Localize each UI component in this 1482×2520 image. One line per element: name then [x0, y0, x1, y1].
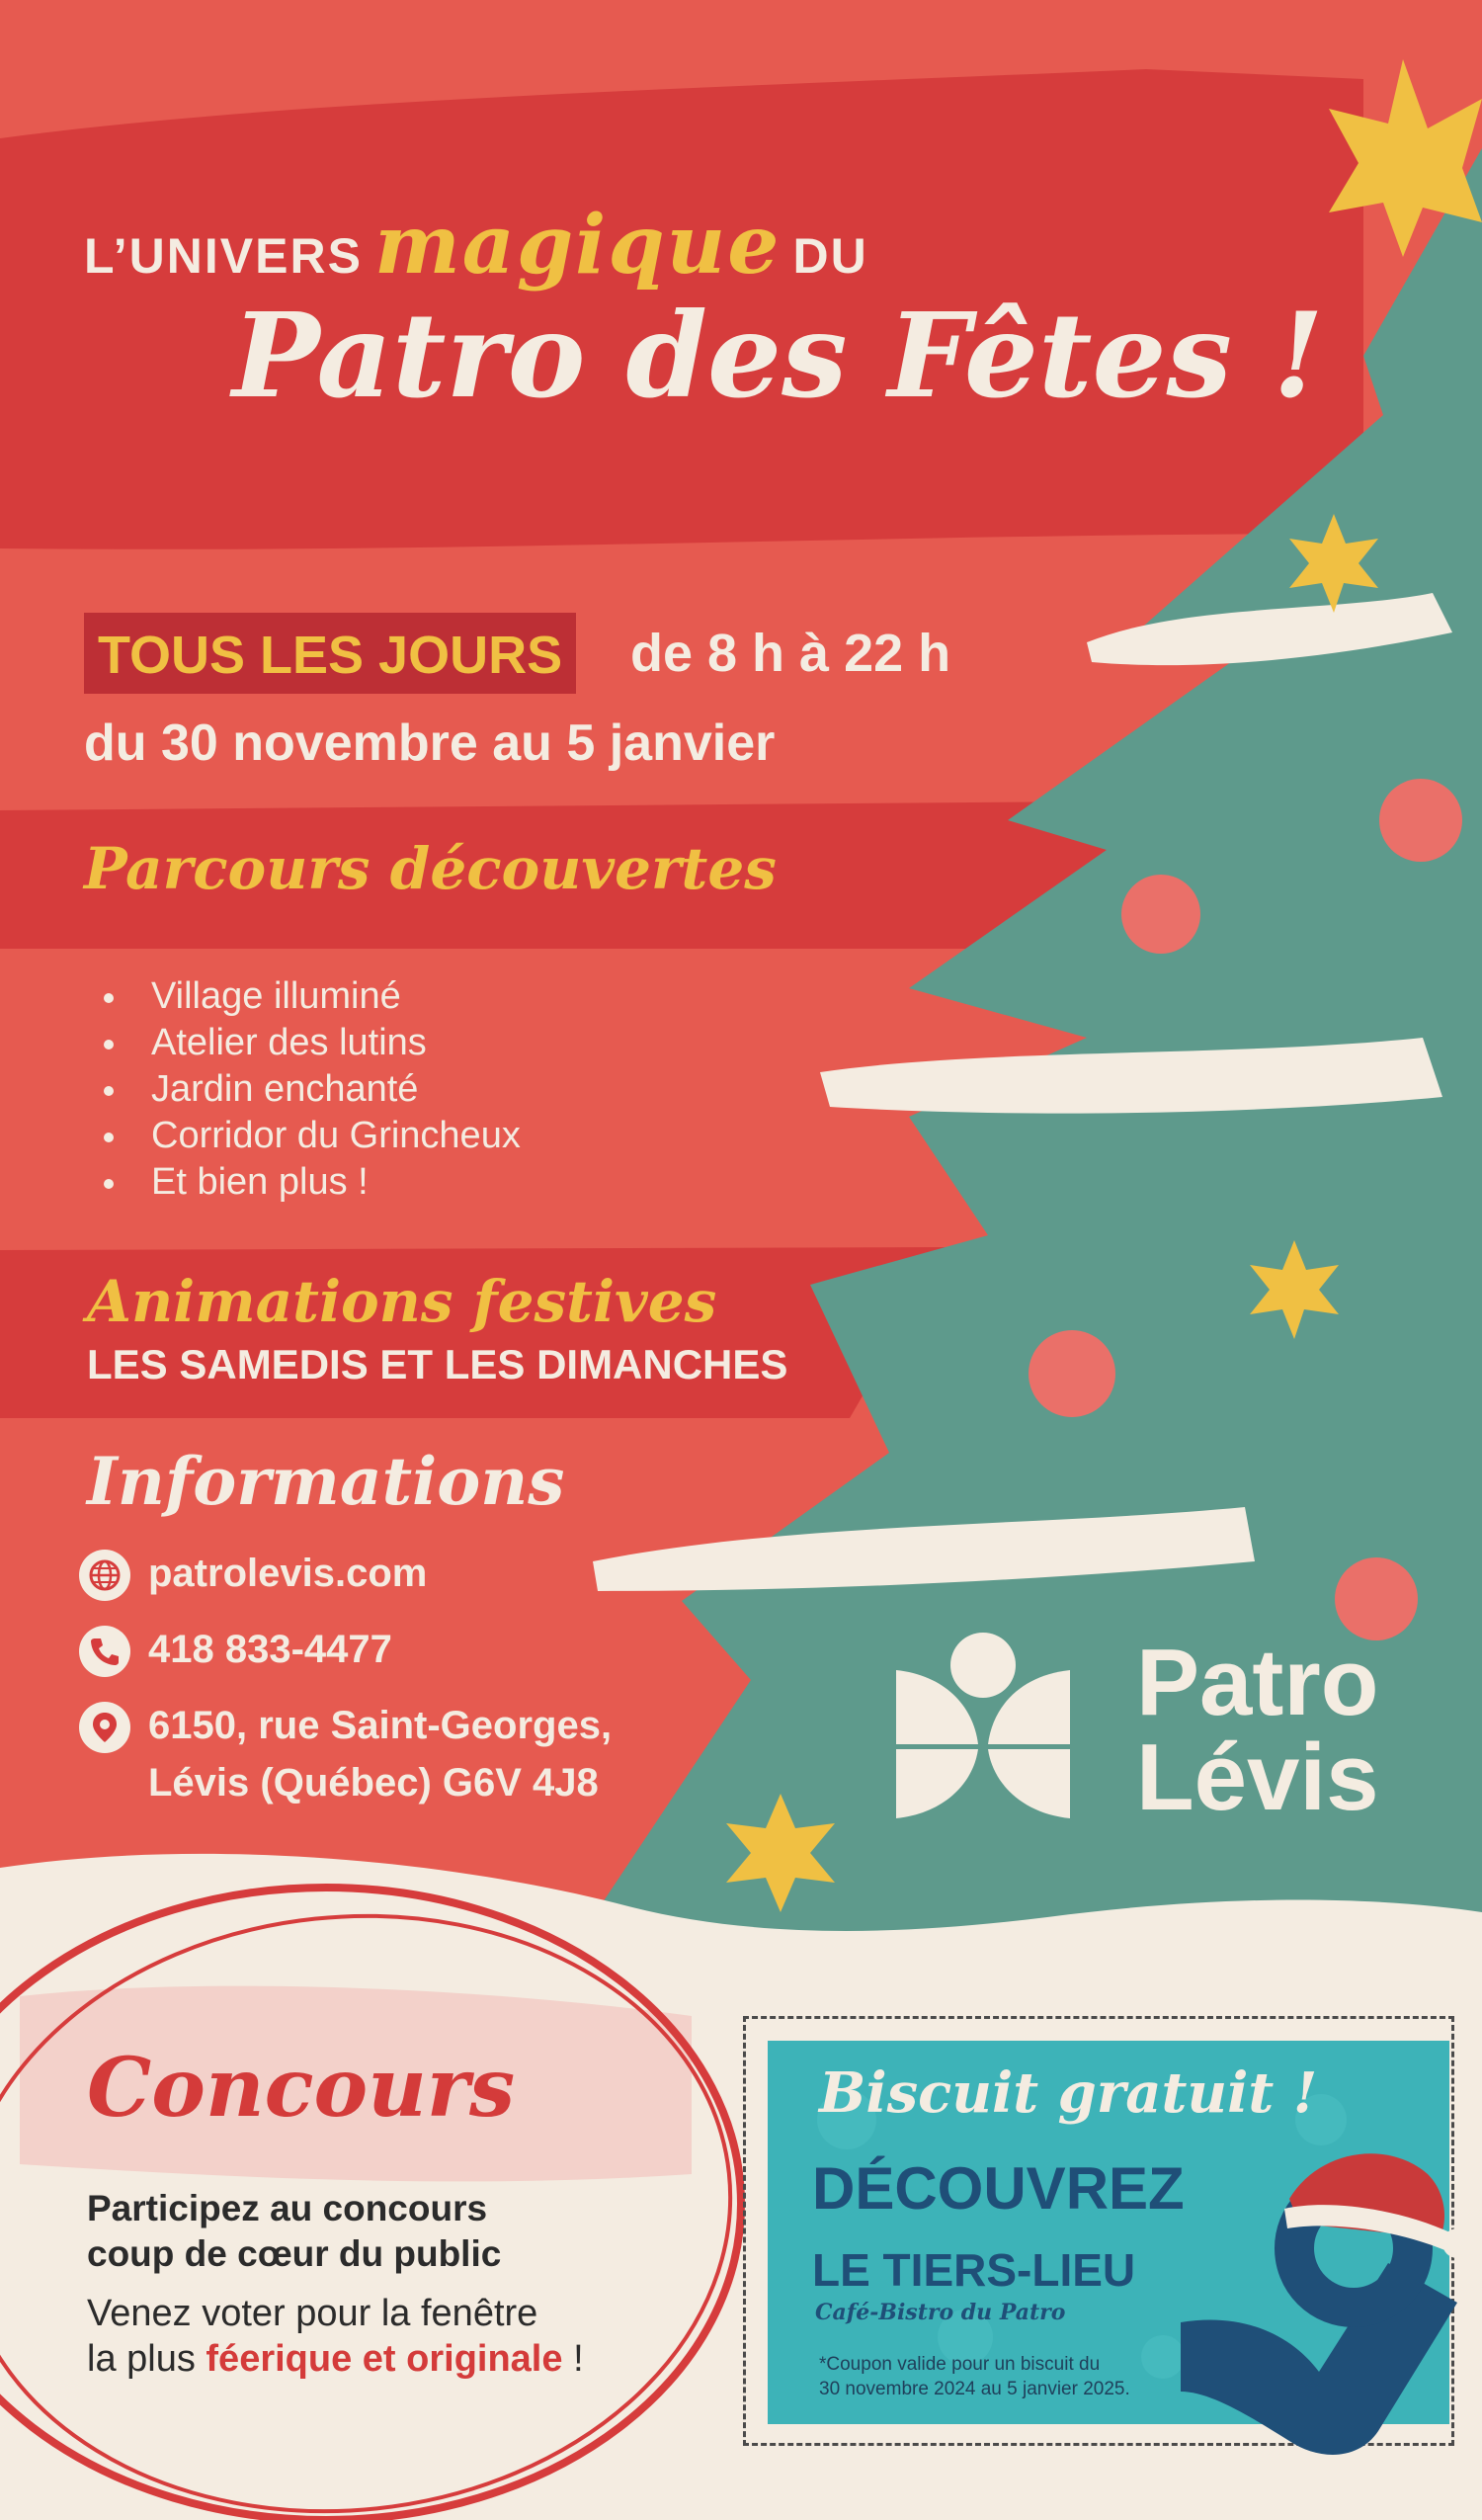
animations-heading: Animations festives — [87, 1268, 717, 1335]
parcours-heading: Parcours découvertes — [84, 835, 777, 902]
page-title: Patro des Fêtes ! — [232, 287, 1324, 424]
address-line2: Lévis (Québec) G6V 4J8 — [148, 1761, 599, 1805]
title-line1 — [84, 198, 868, 293]
concours-line2: coup de cœur du public — [87, 2233, 502, 2274]
phone-number[interactable]: 418 833-4477 — [148, 1628, 392, 1671]
ornament — [1379, 779, 1462, 862]
ornament — [1335, 1557, 1418, 1640]
santa-hat-mascot-icon — [1181, 2105, 1482, 2480]
patro-levis-logo — [1136, 1630, 1379, 1830]
list-item: Atelier des lutins — [104, 1020, 521, 1066]
coupon-subtitle: Café-Bistro du Patro — [815, 2300, 1066, 2325]
informations-heading: Informations — [87, 1443, 565, 1520]
title-magique: magique — [373, 198, 782, 293]
coupon-title2: LE TIERS-LIEU — [812, 2244, 1136, 2296]
patro-logo-icon — [894, 1631, 1072, 1828]
list-item: Jardin enchanté — [104, 1066, 521, 1113]
coupon-note: *Coupon valide pour un biscuit du 30 novembre 2024 au 5 janvier 2025. — [819, 2354, 1130, 2399]
concours-vote — [87, 2291, 584, 2382]
address-line1: 6150, rue Saint-Georges, — [148, 1704, 613, 1747]
animations-subheading: LES SAMEDIS ET LES DIMANCHES — [87, 1341, 788, 1387]
coupon-title1: DÉCOUVREZ — [812, 2155, 1185, 2222]
list-item: Corridor du Grincheux — [104, 1113, 521, 1159]
concours-intro — [87, 2186, 501, 2277]
concours-line3: Venez voter pour la fenêtre — [87, 2293, 538, 2334]
concours-line4: la plus féerique et originale ! — [87, 2338, 584, 2380]
coupon-heading: Biscuit gratuit ! — [819, 2060, 1318, 2126]
ornament — [1029, 1330, 1115, 1417]
schedule-tag: TOUS LES JOURS — [84, 613, 576, 694]
website-link[interactable]: patrolevis.com — [148, 1552, 428, 1595]
logo-line1: Patro — [1136, 1630, 1379, 1735]
title-du: DU — [792, 228, 868, 284]
concours-line1: Participez au concours — [87, 2188, 488, 2228]
location-pin-icon — [79, 1702, 130, 1753]
list-item: Village illuminé — [104, 973, 521, 1020]
phone-icon — [79, 1626, 130, 1677]
schedule-hours: de 8 h à 22 h — [630, 624, 951, 683]
logo-line2: Lévis — [1136, 1724, 1379, 1830]
title-univers: L’UNIVERS — [84, 228, 363, 284]
list-item: Et bien plus ! — [104, 1159, 521, 1206]
concours-heading: Concours — [87, 2041, 516, 2136]
parcours-list — [104, 973, 521, 1206]
concours-highlight: féerique et originale — [206, 2338, 563, 2380]
ornament — [1121, 875, 1200, 954]
schedule-range: du 30 novembre au 5 janvier — [84, 714, 776, 772]
globe-icon — [79, 1550, 130, 1601]
